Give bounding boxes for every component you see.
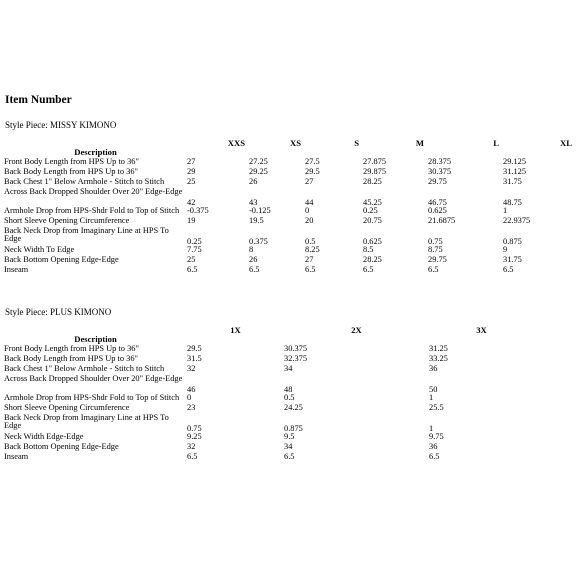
measurement-cell: 6.5 <box>429 453 440 461</box>
measurement-cell: 27 <box>187 158 196 166</box>
measurement-cell: 29.75 <box>428 178 447 186</box>
measurement-cell: 8.5 <box>363 246 374 254</box>
table-row <box>4 227 576 246</box>
measurement-cell: 31.5 <box>187 355 202 363</box>
measurement-cell: 7.75 <box>187 246 202 254</box>
row-description: Armhole Drop from HPS-Shdr Fold to Top of Stitch <box>4 207 180 215</box>
table-row <box>4 375 534 394</box>
measurement-cell: 0.625 <box>428 207 447 215</box>
row-description: Back Bottom Opening Edge-Edge <box>4 256 119 264</box>
measurement-cell: 28.375 <box>428 158 452 166</box>
table-row <box>4 158 576 168</box>
measurement-cell: 20.75 <box>363 217 382 225</box>
row-description: Neck Width To Edge <box>4 246 75 254</box>
measurement-cell: 32 <box>187 365 196 373</box>
measurement-cell: 29 <box>187 168 196 176</box>
table-row <box>4 207 576 217</box>
measurement-cell: 0.875 <box>503 236 522 246</box>
row-description: Back Chest 1" Below Armhole - Stitch to Stitch <box>4 178 165 186</box>
measurement-cell: 19.5 <box>249 217 264 225</box>
measurement-cell: -0.375 <box>187 207 209 215</box>
header-spacer <box>429 335 534 345</box>
size-header-m: M <box>415 139 424 148</box>
table-row <box>4 404 534 414</box>
header-spacer <box>249 148 305 158</box>
measurement-cell: 36 <box>429 443 438 451</box>
row-description: Back Body Length from HPS Up to 36" <box>4 355 138 363</box>
row-description: Across Back Dropped Shoulder Over 20" Edge-Edge <box>4 375 183 383</box>
table-row <box>4 443 534 453</box>
plus-size-table <box>4 326 534 463</box>
row-description: Across Back Dropped Shoulder Over 20" Edge-Edge <box>4 188 183 196</box>
row-description: Inseam <box>4 266 29 274</box>
measurement-cell: 36 <box>429 365 438 373</box>
plus-style-label: Style Piece: PLUS KIMONO <box>5 307 112 317</box>
size-header-s: S <box>354 139 359 148</box>
measurement-cell: 0.25 <box>363 207 378 215</box>
header-spacer <box>4 139 187 148</box>
row-description: Back Body Length from HPS Up to 36" <box>4 168 138 176</box>
measurement-cell: 30.375 <box>428 168 452 176</box>
missy-size-table <box>4 139 576 276</box>
table-row <box>4 355 534 365</box>
measurement-cell: 0.75 <box>187 423 202 433</box>
measurement-cell: 29.5 <box>305 168 320 176</box>
measurement-cell: 6.5 <box>249 266 260 274</box>
size-header-2x: 2X <box>351 326 362 335</box>
measurement-cell: 26 <box>249 178 258 186</box>
size-header-1x: 1X <box>230 326 241 335</box>
measurement-cell: 48 <box>284 384 293 394</box>
measurement-cell: 27 <box>305 178 314 186</box>
measurement-cell: 25.5 <box>429 404 444 412</box>
measurement-cell: 6.5 <box>187 453 198 461</box>
measurement-cell: 31.75 <box>503 178 522 186</box>
measurement-cell: 8.25 <box>305 246 320 254</box>
header-spacer <box>363 148 428 158</box>
header-spacer <box>305 148 363 158</box>
measurement-cell: 0.875 <box>284 423 303 433</box>
measurement-cell: 9 <box>503 246 508 254</box>
measurement-cell: 6.5 <box>428 266 439 274</box>
row-description: Armhole Drop from HPS-Shdr Fold to Top of Stitch <box>4 394 180 402</box>
missy-style-label: Style Piece: MISSY KIMONO <box>5 120 117 130</box>
measurement-cell: 30.375 <box>284 345 308 353</box>
measurement-cell: 29.25 <box>249 168 268 176</box>
measurement-cell: 1 <box>429 394 434 402</box>
row-description: Neck Width Edge-Edge <box>4 433 84 441</box>
header-spacer <box>284 335 429 345</box>
measurement-cell: 0.375 <box>249 236 268 246</box>
table-row <box>4 394 534 404</box>
description-header: Description <box>74 148 117 157</box>
measurement-cell: -0.125 <box>249 207 271 215</box>
header-spacer <box>503 148 576 158</box>
table-row <box>4 345 534 355</box>
row-description: Back Neck Drop from Imaginary Line at HPS To Edge <box>4 414 169 431</box>
table-row <box>4 365 534 375</box>
size-header-xxs: XXS <box>227 139 245 148</box>
measurement-cell: 31.125 <box>503 168 527 176</box>
measurement-cell: 0 <box>305 207 310 215</box>
table-row <box>4 168 576 178</box>
table-row <box>4 178 576 188</box>
measurement-cell: 24.25 <box>284 404 303 412</box>
measurement-cell: 32 <box>187 443 196 451</box>
measurement-cell: 28.25 <box>363 178 382 186</box>
row-description: Inseam <box>4 453 29 461</box>
measurement-cell: 9.75 <box>429 433 444 441</box>
table-row <box>4 188 576 207</box>
description-header: Description <box>74 335 117 344</box>
size-header-l: L <box>493 139 499 148</box>
table-row <box>4 217 576 227</box>
row-description: Back Bottom Opening Edge-Edge <box>4 443 119 451</box>
header-spacer <box>4 326 187 335</box>
measurement-cell: 1 <box>503 207 508 215</box>
row-description: Front Body Length from HPS Up to 36" <box>4 345 139 353</box>
row-description: Back Neck Drop from Imaginary Line at HPS To Edge <box>4 227 169 244</box>
table-row <box>4 453 534 463</box>
measurement-cell: 29.75 <box>428 256 447 264</box>
row-description: Front Body Length from HPS Up to 36" <box>4 158 139 166</box>
measurement-cell: 46 <box>187 384 196 394</box>
measurement-cell: 45.25 <box>363 197 382 207</box>
measurement-cell: 31.75 <box>503 256 522 264</box>
measurement-cell: 0.625 <box>363 236 382 246</box>
measurement-cell: 9.25 <box>187 433 202 441</box>
measurement-cell: 29.5 <box>187 345 202 353</box>
measurement-cell: 20 <box>305 217 314 225</box>
row-description: Back Chest 1" Below Armhole - Stitch to Stitch <box>4 365 165 373</box>
measurement-cell: 22.9375 <box>503 217 531 225</box>
measurement-cell: 25 <box>187 256 196 264</box>
measurement-cell: 29.125 <box>503 158 527 166</box>
table-row <box>4 256 576 266</box>
measurement-cell: 34 <box>284 443 293 451</box>
table-row <box>4 246 576 256</box>
measurement-cell: 43 <box>249 197 258 207</box>
measurement-cell: 0.75 <box>428 236 443 246</box>
measurement-cell: 29.875 <box>363 168 387 176</box>
measurement-cell: 19 <box>187 217 196 225</box>
measurement-cell: 26 <box>249 256 258 264</box>
measurement-cell: 8 <box>249 246 254 254</box>
table-row <box>4 414 534 433</box>
row-description: Short Sleeve Opening Circumference <box>4 217 130 225</box>
measurement-cell: 25 <box>187 178 196 186</box>
header-spacer <box>187 335 284 345</box>
measurement-cell: 23 <box>187 404 196 412</box>
measurement-cell: 27 <box>305 256 314 264</box>
measurement-cell: 27.5 <box>305 158 320 166</box>
header-spacer <box>428 148 503 158</box>
measurement-cell: 34 <box>284 365 293 373</box>
measurement-cell: 46.75 <box>428 197 447 207</box>
measurement-cell: 48.75 <box>503 197 522 207</box>
measurement-cell: 27.875 <box>363 158 387 166</box>
size-header-3x: 3X <box>476 326 487 335</box>
measurement-cell: 0.5 <box>284 394 295 402</box>
row-description: Short Sleeve Opening Circumference <box>4 404 130 412</box>
item-number-title: Item Number <box>5 94 72 106</box>
measurement-cell: 33.25 <box>429 355 448 363</box>
measurement-cell: 9.5 <box>284 433 295 441</box>
measurement-cell: 6.5 <box>305 266 316 274</box>
measurement-cell: 6.5 <box>284 453 295 461</box>
table-row <box>4 266 576 276</box>
measurement-cell: 28.25 <box>363 256 382 264</box>
measurement-cell: 44 <box>305 197 314 207</box>
measurement-cell: 6.5 <box>503 266 514 274</box>
header-spacer <box>187 148 249 158</box>
measurement-cell: 6.5 <box>363 266 374 274</box>
measurement-cell: 1 <box>429 423 434 433</box>
measurement-cell: 0.5 <box>305 236 316 246</box>
size-header-xl: XL <box>560 139 572 148</box>
table-row <box>4 433 534 443</box>
measurement-cell: 31.25 <box>429 345 448 353</box>
measurement-cell: 0.25 <box>187 236 202 246</box>
measurement-cell: 42 <box>187 197 196 207</box>
size-header-xs: XS <box>290 139 301 148</box>
measurement-cell: 21.6875 <box>428 217 456 225</box>
measurement-cell: 8.75 <box>428 246 443 254</box>
measurement-cell: 32.375 <box>284 355 308 363</box>
measurement-cell: 50 <box>429 384 438 394</box>
measurement-cell: 27.25 <box>249 158 268 166</box>
measurement-cell: 6.5 <box>187 266 198 274</box>
measurement-cell: 0 <box>187 394 192 402</box>
